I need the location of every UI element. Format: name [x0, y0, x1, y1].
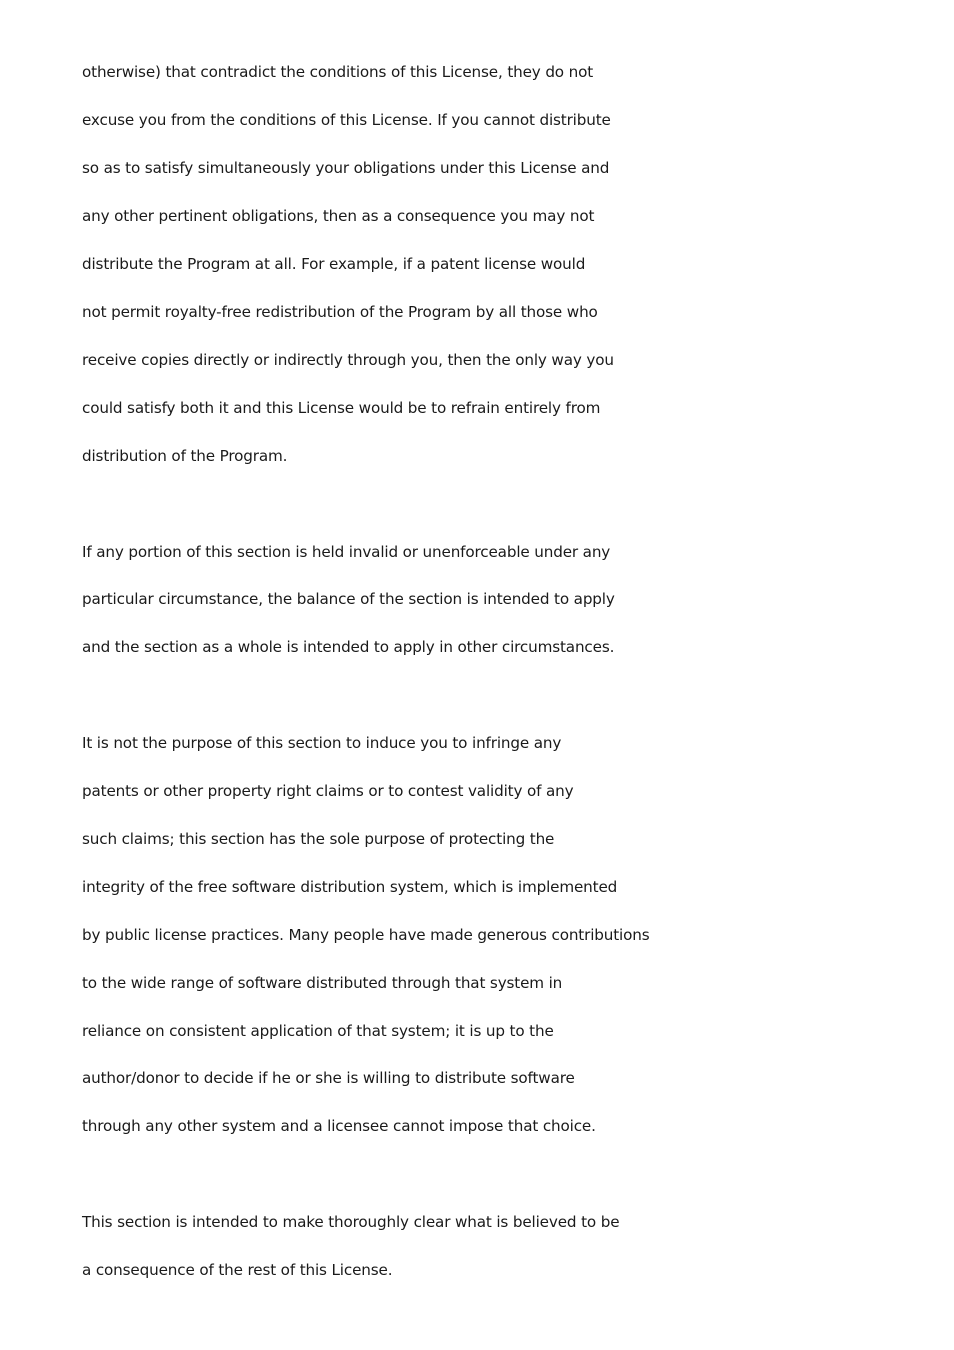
paragraph-3-line-3: such claims; this section has the sole purpose of protecting the	[82, 830, 555, 848]
paragraph-3-line-5: by public license practices. Many people have made generous contributions	[82, 926, 650, 944]
paragraph-1-line-2: excuse you from the conditions of this License. If you cannot distribute	[82, 111, 611, 129]
paragraph-3-line-2: patents or other property right claims or to contest validity of any	[82, 782, 574, 800]
paragraph-2-line-3: and the section as a whole is intended to apply in other circumstances.	[82, 638, 615, 656]
paragraph-1-line-3: so as to satisfy simultaneously your obligations under this License and	[82, 159, 610, 177]
paragraph-2-line-2: particular circumstance, the balance of the section is intended to apply	[82, 590, 615, 608]
paragraph-4-line-1: This section is intended to make thoroughly clear what is believed to be	[82, 1213, 620, 1231]
paragraph-3-line-1: It is not the purpose of this section to induce you to infringe any	[82, 734, 562, 752]
paragraph-4-line-2: a consequence of the rest of this License.	[82, 1261, 393, 1279]
paragraph-1-line-9: distribution of the Program.	[82, 447, 288, 465]
paragraph-1-line-7: receive copies directly or indirectly through you, then the only way you	[82, 351, 614, 369]
paragraph-1-line-1: otherwise) that contradict the conditions of this License, they do not	[82, 63, 594, 81]
paragraph-1-line-6: not permit royalty-free redistribution of the Program by all those who	[82, 303, 598, 321]
paragraph-3-line-4: integrity of the free software distribution system, which is implemented	[82, 878, 618, 896]
paragraph-1-line-8: could satisfy both it and this License would be to refrain entirely from	[82, 399, 601, 417]
paragraph-1-line-4: any other pertinent obligations, then as a consequence you may not	[82, 207, 595, 225]
paragraph-1-line-5: distribute the Program at all. For example, if a patent license would	[82, 255, 586, 273]
paragraph-3-line-9: through any other system and a licensee cannot impose that choice.	[82, 1117, 596, 1135]
paragraph-3-line-7: reliance on consistent application of that system; it is up to the	[82, 1022, 554, 1040]
paragraph-3-line-8: author/donor to decide if he or she is willing to distribute software	[82, 1069, 575, 1087]
paragraph-2-line-1: If any portion of this section is held invalid or unenforceable under any	[82, 543, 611, 561]
paragraph-3-line-6: to the wide range of software distributed through that system in	[82, 974, 563, 992]
